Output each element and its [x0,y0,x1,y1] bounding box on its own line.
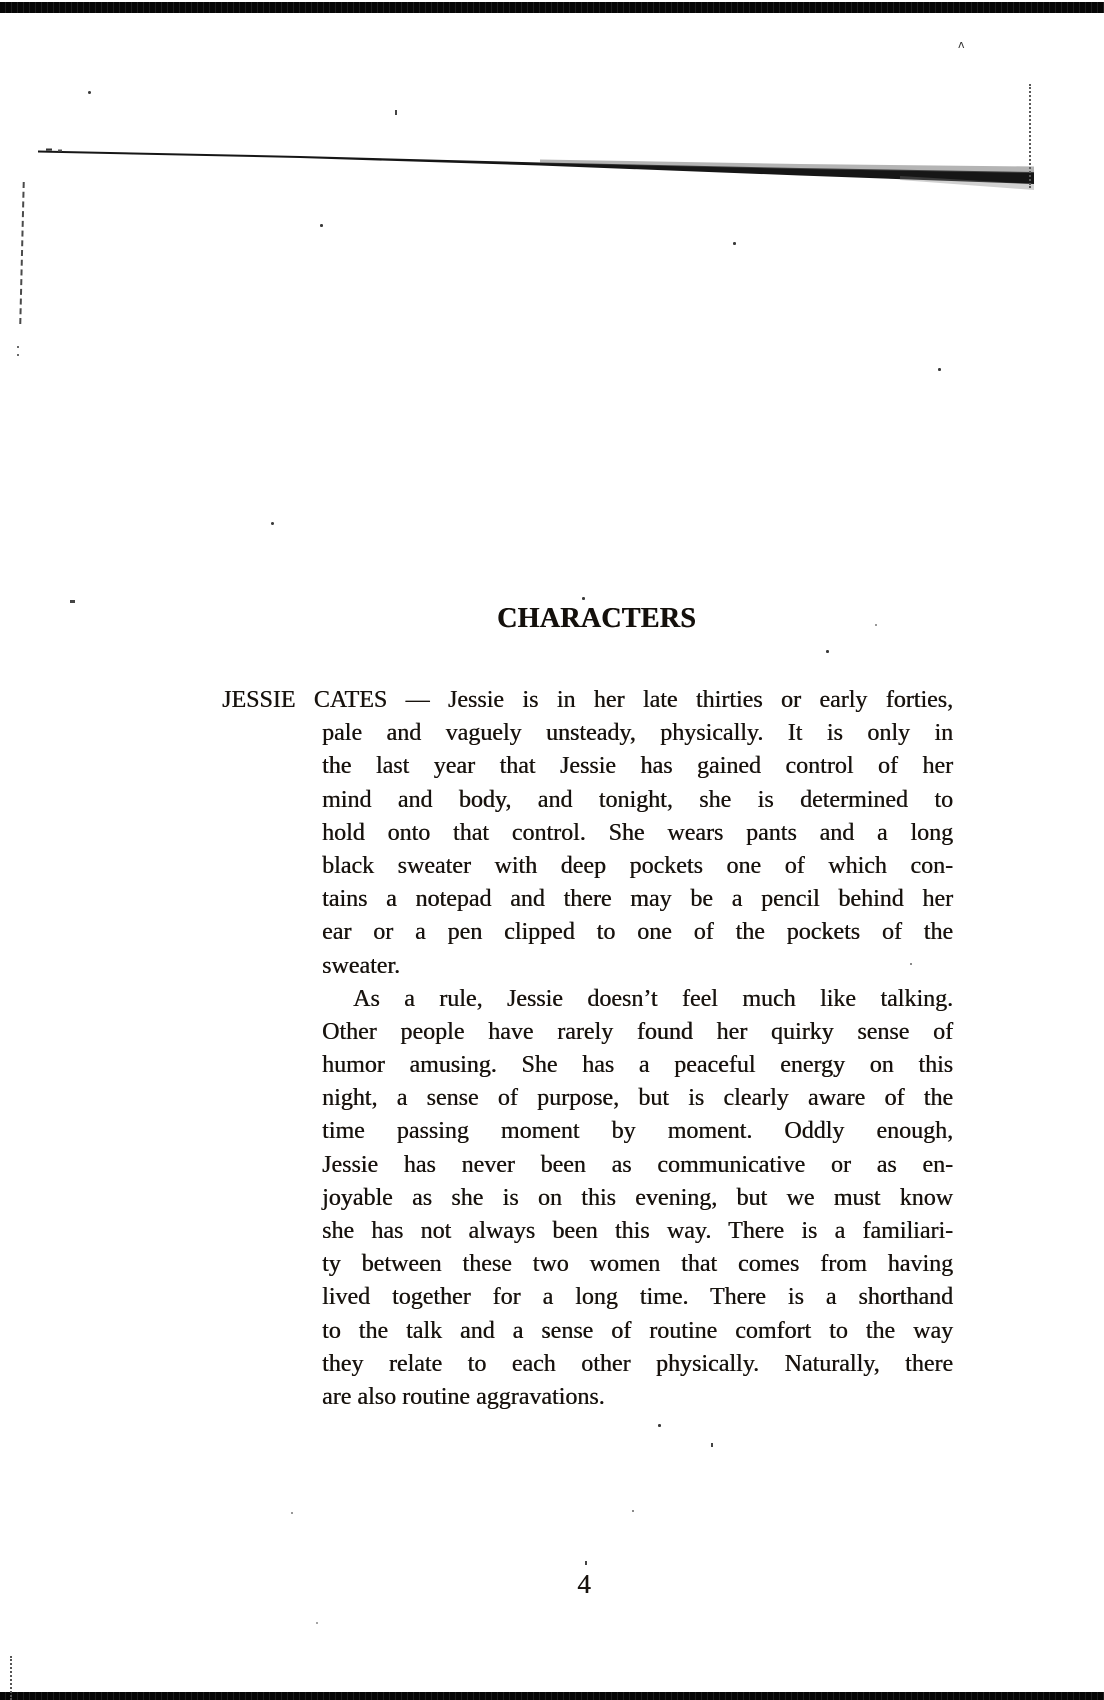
scan-artifact-bottom-dots [10,1656,12,1700]
text-line: JESSIE CATES — Jessie is in her late thirties or early forties, [222,687,953,713]
text-line: time passing moment by moment. Oddly enough, [322,1118,953,1145]
text-line: hold onto that control. She wears pants and a long [322,819,953,846]
scan-tick [70,600,75,603]
scan-tick [711,1443,713,1447]
text-line: tains a notepad and there may be a pencil behind her [322,886,953,913]
scan-artifact-right-dots [1029,84,1031,188]
text-line: pale and vaguely unsteady, physically. It is only in [322,720,953,747]
text-line: Other people have rarely found her quirky sense of [322,1018,953,1045]
text-line: to the talk and a sense of routine comfort to the way [322,1317,953,1344]
scan-speck [271,522,274,525]
scan-speck [658,1424,661,1427]
text-line: are also routine aggravations. [322,1383,605,1410]
scan-speck [938,368,941,371]
scan-caret-mark: ʌ [958,38,965,51]
text-line: As a rule, Jessie doesn’t feel much like talking. [353,985,953,1012]
scan-speck [17,346,19,348]
scan-edge-bar-bottom [0,1692,1104,1700]
text-line: she has not always been this way. There is a familiari- [322,1218,953,1244]
scan-tick [395,110,397,115]
scan-tick [585,1561,587,1565]
text-line: they relate to each other physically. Naturally, there [322,1350,953,1377]
scan-speck [582,597,585,600]
scan-speck [875,624,877,626]
text-line: black sweater with deep pockets one of which con- [322,852,953,879]
text-line: joyable as she is on this evening, but we must know [322,1184,953,1211]
text-line: lived together for a long time. There is a shorthand [322,1284,953,1311]
scan-speck [17,354,19,356]
page-number: 4 [577,1569,591,1599]
section-heading: CHARACTERS [497,603,697,634]
text-line: ty between these two women that comes from having [322,1251,953,1278]
scan-speck [291,1512,293,1514]
text-line: ear or a pen clipped to one of the pockets of the [322,919,953,946]
scan-speck [826,650,829,653]
text-line: the last year that Jessie has gained control of her [322,753,953,780]
scan-speck [733,242,736,245]
text-line: sweater. [322,952,400,979]
scan-speck [316,1622,318,1624]
scan-speck [632,1510,634,1512]
scan-edge-bar-top [0,2,1104,13]
text-line: Jessie has never been as communicative or as en- [322,1151,953,1178]
text-line: humor amusing. She has a peaceful energy on this [322,1052,953,1079]
text-line: mind and body, and tonight, she is determined to [322,786,953,813]
text-line: night, a sense of purpose, but is clearly aware of the [322,1085,953,1112]
scan-speck [88,91,91,94]
character-description [222,684,953,1414]
scan-artifact-dashed-line [19,182,24,324]
scan-speck [320,224,323,227]
